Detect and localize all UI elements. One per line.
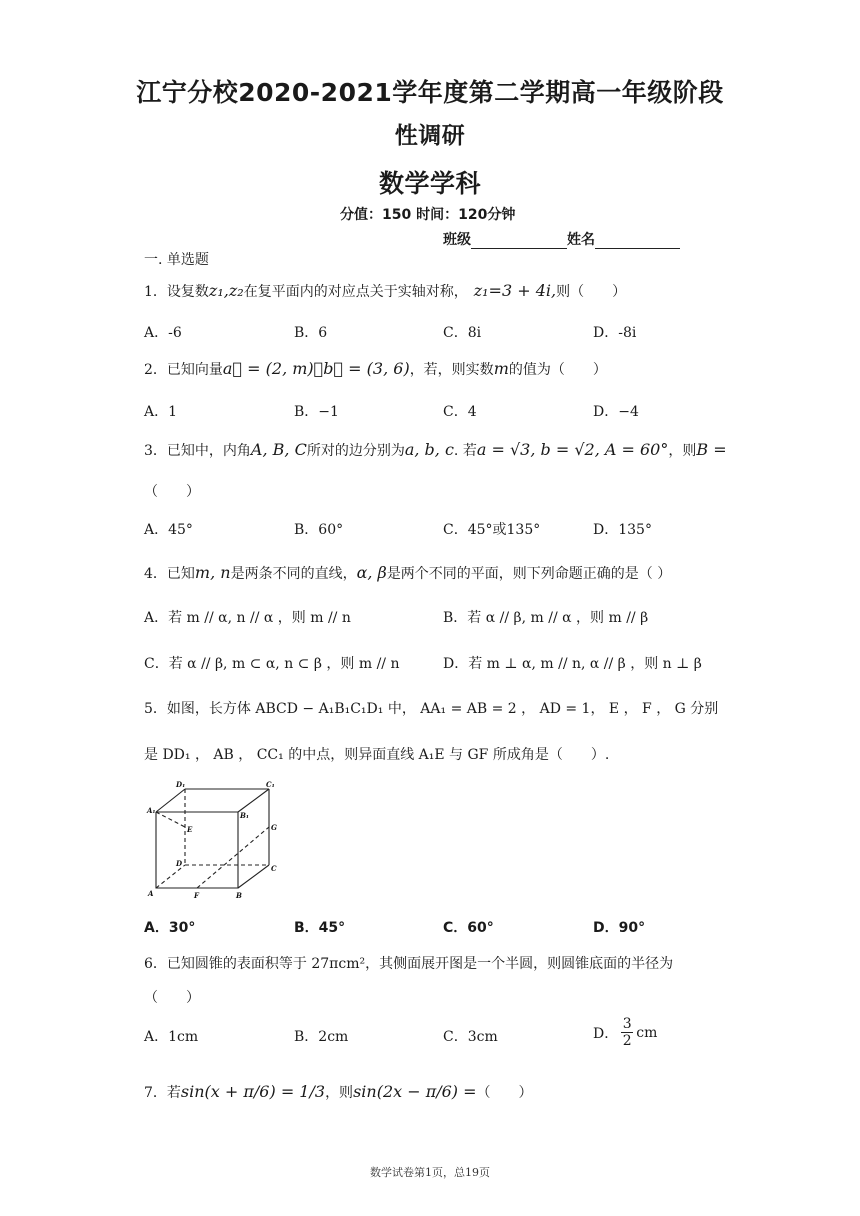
q1-math: z₁=3 + 4i, xyxy=(473,281,557,300)
label-g: G xyxy=(271,823,277,832)
subject-title: 数学学科 xyxy=(378,169,481,198)
q3-math: A, B, C xyxy=(250,440,307,459)
q4-math: α, β xyxy=(356,563,387,582)
q5-number: 5． xyxy=(144,701,167,717)
q3-option-c[interactable]: C．45°或135° xyxy=(443,522,541,538)
q6-text: 已知圆锥的表面积等于 27πcm²，其侧面展开图是一个半圆，则圆锥底面的半径为 xyxy=(166,956,674,972)
q1-number: 1． xyxy=(144,284,167,300)
q1-option-d[interactable]: D．-8i xyxy=(593,325,637,341)
q2-option-d[interactable]: D．−4 xyxy=(593,404,639,420)
q3-option-d[interactable]: D．135° xyxy=(593,522,652,538)
q7-text: （ ） xyxy=(476,1085,533,1101)
q2-text: ，若，则实数 xyxy=(409,362,494,378)
q3-text: 所对的边分别为 xyxy=(306,443,405,459)
label-b1: B₁ xyxy=(240,811,249,820)
q3-text: 已知中，内角 xyxy=(166,443,251,459)
cuboid-figure xyxy=(142,778,282,903)
label-f: F xyxy=(194,891,199,900)
page-footer: 数学试卷第1页，总19页 xyxy=(370,1166,490,1179)
q6-option-d-prefix: D． xyxy=(593,1025,619,1042)
q3-option-a[interactable]: A．45° xyxy=(144,522,193,538)
exam-title-line2: 性调研 xyxy=(394,123,466,149)
q2-math: a⃗ = (2, m)，b⃗ = (3, 6) xyxy=(222,359,410,378)
q7-math: sin(x + π/6) = 1/3 xyxy=(180,1082,326,1101)
q2-math: m xyxy=(493,359,509,378)
question-7 xyxy=(144,1082,533,1102)
q4-option-b[interactable]: B．若 α // β, m // α ，则 m // β xyxy=(443,610,649,626)
q3-paren: （ ） xyxy=(144,484,200,500)
label-d1: D₁ xyxy=(176,780,186,789)
q2-option-b[interactable]: B．−1 xyxy=(294,404,339,420)
q3-text: . 若 xyxy=(453,443,477,459)
q2-option-a[interactable]: A．1 xyxy=(144,404,178,420)
q2-option-c[interactable]: C．4 xyxy=(443,404,477,420)
q4-text: 已知 xyxy=(166,566,195,582)
class-blank[interactable] xyxy=(471,232,567,249)
question-6 xyxy=(144,953,673,973)
q1-text: 设复数 xyxy=(166,284,209,300)
question-3 xyxy=(144,440,727,460)
q1-option-c[interactable]: C．8i xyxy=(443,325,482,341)
class-name-line xyxy=(443,229,680,249)
q3-number: 3． xyxy=(144,443,167,459)
q2-number: 2． xyxy=(144,362,167,378)
score-time: 分值：150 时间：120分钟 xyxy=(340,207,516,223)
q6-option-c[interactable]: C．3cm xyxy=(443,1029,498,1045)
question-5 xyxy=(144,698,718,718)
q3-text: ，则 xyxy=(668,443,697,459)
q1-math: z₁,z₂ xyxy=(208,281,244,300)
q7-math: sin(2x − π/6) = xyxy=(353,1082,477,1101)
q5-option-d[interactable]: D．90° xyxy=(593,920,646,936)
name-blank[interactable] xyxy=(595,232,680,249)
q3-math: a = √3, b = √2, A = 60° xyxy=(476,440,669,459)
q2-text: 的值为（ ） xyxy=(508,362,607,378)
label-c: C xyxy=(271,864,277,873)
q3-math: B = xyxy=(696,440,727,459)
label-e: E xyxy=(187,825,193,834)
q5-option-b[interactable]: B．45° xyxy=(294,920,346,936)
exam-title-line1: 江宁分校2020-2021学年度第二学期高一年级阶段 xyxy=(136,78,724,107)
q5-option-a[interactable]: A．30° xyxy=(144,920,196,936)
q4-math: m, n xyxy=(194,563,231,582)
q5-option-c[interactable]: C．60° xyxy=(443,920,494,936)
q4-number: 4． xyxy=(144,566,167,582)
name-label: 姓名 xyxy=(567,232,595,248)
q6-option-d-fraction xyxy=(621,1016,633,1049)
q6-option-d[interactable] xyxy=(593,1016,657,1049)
q4-text: 是两个不同的平面，则下列命题正确的是（ ） xyxy=(386,566,672,582)
q1-option-a[interactable]: A．-6 xyxy=(144,325,182,341)
q7-text: ，则 xyxy=(325,1085,354,1101)
label-a1: A₁ xyxy=(147,806,156,815)
fraction-denominator: 2 xyxy=(622,1033,632,1049)
q1-text: 在复平面内的对应点关于实轴对称， xyxy=(243,284,468,300)
q6-option-a[interactable]: A．1cm xyxy=(144,1029,199,1045)
fraction-numerator: 3 xyxy=(622,1016,632,1032)
q7-number: 7． xyxy=(144,1085,167,1101)
q3-math: a, b, c xyxy=(404,440,454,459)
q6-option-b[interactable]: B．2cm xyxy=(294,1029,349,1045)
q4-text: 是两条不同的直线， xyxy=(230,566,357,582)
q6-paren: （ ） xyxy=(144,990,200,1006)
question-1 xyxy=(144,281,626,301)
q1-option-b[interactable]: B．6 xyxy=(294,325,328,341)
q2-text: 已知向量 xyxy=(166,362,223,378)
q6-number: 6． xyxy=(144,956,167,972)
label-c1: C₁ xyxy=(266,780,275,789)
label-b: B xyxy=(236,891,242,900)
q7-text: 若 xyxy=(166,1085,181,1101)
q6-option-d-unit: cm xyxy=(636,1024,658,1041)
q1-text: 则（ ） xyxy=(556,284,627,300)
question-5-line2: 是 DD₁ ， AB ， CC₁ 的中点，则异面直线 A₁E 与 GF 所成角是（ ）. xyxy=(144,747,610,763)
q4-option-a[interactable]: A．若 m // α, n // α ，则 m // n xyxy=(144,610,351,626)
question-2 xyxy=(144,359,607,379)
q4-option-d[interactable]: D．若 m ⊥ α, m // n, α // β ，则 n ⊥ β xyxy=(443,656,702,672)
question-4 xyxy=(144,563,671,583)
q4-option-c[interactable]: C．若 α // β, m ⊂ α, n ⊂ β ，则 m // n xyxy=(144,656,400,672)
q5-text: 如图，长方体 ABCD − A₁B₁C₁D₁ 中， AA₁ = AB = 2 ， AD = 1， E ， F ， G 分别 xyxy=(166,701,719,717)
class-label: 班级 xyxy=(443,232,471,248)
section-heading: 一. 单选题 xyxy=(144,252,209,268)
label-d: D xyxy=(176,859,183,868)
label-a: A xyxy=(148,889,154,898)
q3-option-b[interactable]: B．60° xyxy=(294,522,344,538)
